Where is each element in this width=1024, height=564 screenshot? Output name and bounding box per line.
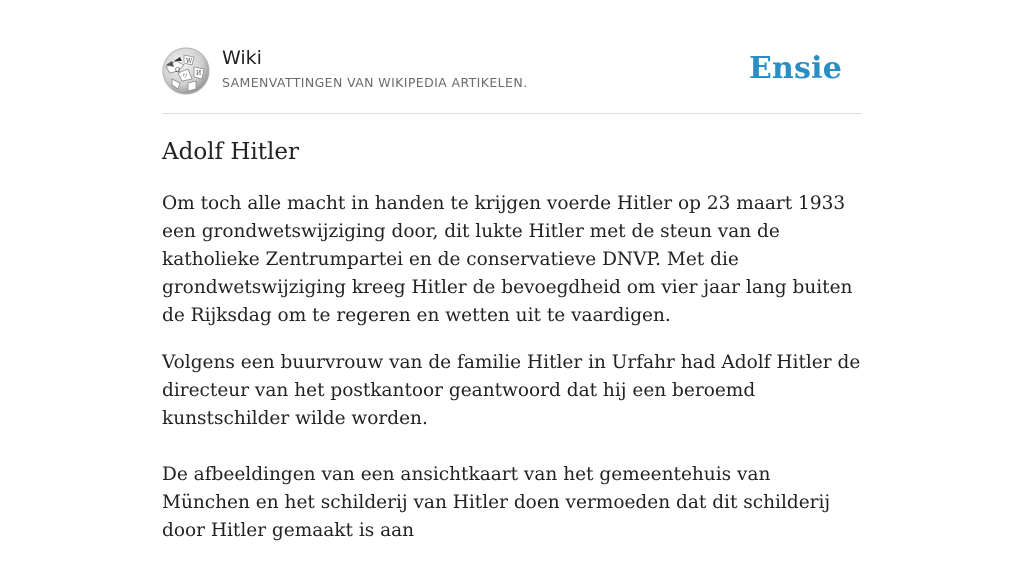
article-paragraph: De afbeeldingen van een ansichtkaart van het gemeentehuis van München en het schilderij van Hitler doen vermoeden dat dit schilderij door Hitler gemaakt is aan (162, 464, 831, 541)
svg-text:И: И (196, 70, 202, 77)
article-body (162, 190, 862, 564)
site-tagline: SAMENVATTINGEN VAN WIKIPEDIA ARTIKELEN. (222, 75, 528, 90)
svg-text:W: W (186, 58, 193, 65)
site-header (162, 0, 862, 114)
svg-text:ワ: ワ (182, 73, 189, 80)
article-title: Adolf Hitler (162, 139, 299, 165)
wikipedia-globe-icon[interactable] (162, 47, 210, 95)
ensie-logo-link[interactable]: Ensie (748, 51, 842, 86)
site-name[interactable]: Wiki (222, 47, 262, 69)
article-paragraph: Om toch alle macht in handen te krijgen voerde Hitler op 23 maart 1933 een grondwetswijziging door, dit lukte Hitler met de steun van de katholieke Zentrumpartei en de conservatieve DNVP. Met die grondwetswijziging kreeg Hitler de bevoegdheid om vier jaar lang buiten de Rijksdag om te regeren en wetten uit te vaardigen. (162, 193, 853, 326)
page (162, 0, 862, 541)
article-paragraph: Volgens een buurvrouw van de familie Hitler in Urfahr had Adolf Hitler de directeur van het postkantoor geantwoord dat hij een beroemd kunstschilder wilde worden. (162, 352, 861, 429)
svg-text:Ω: Ω (175, 67, 180, 74)
